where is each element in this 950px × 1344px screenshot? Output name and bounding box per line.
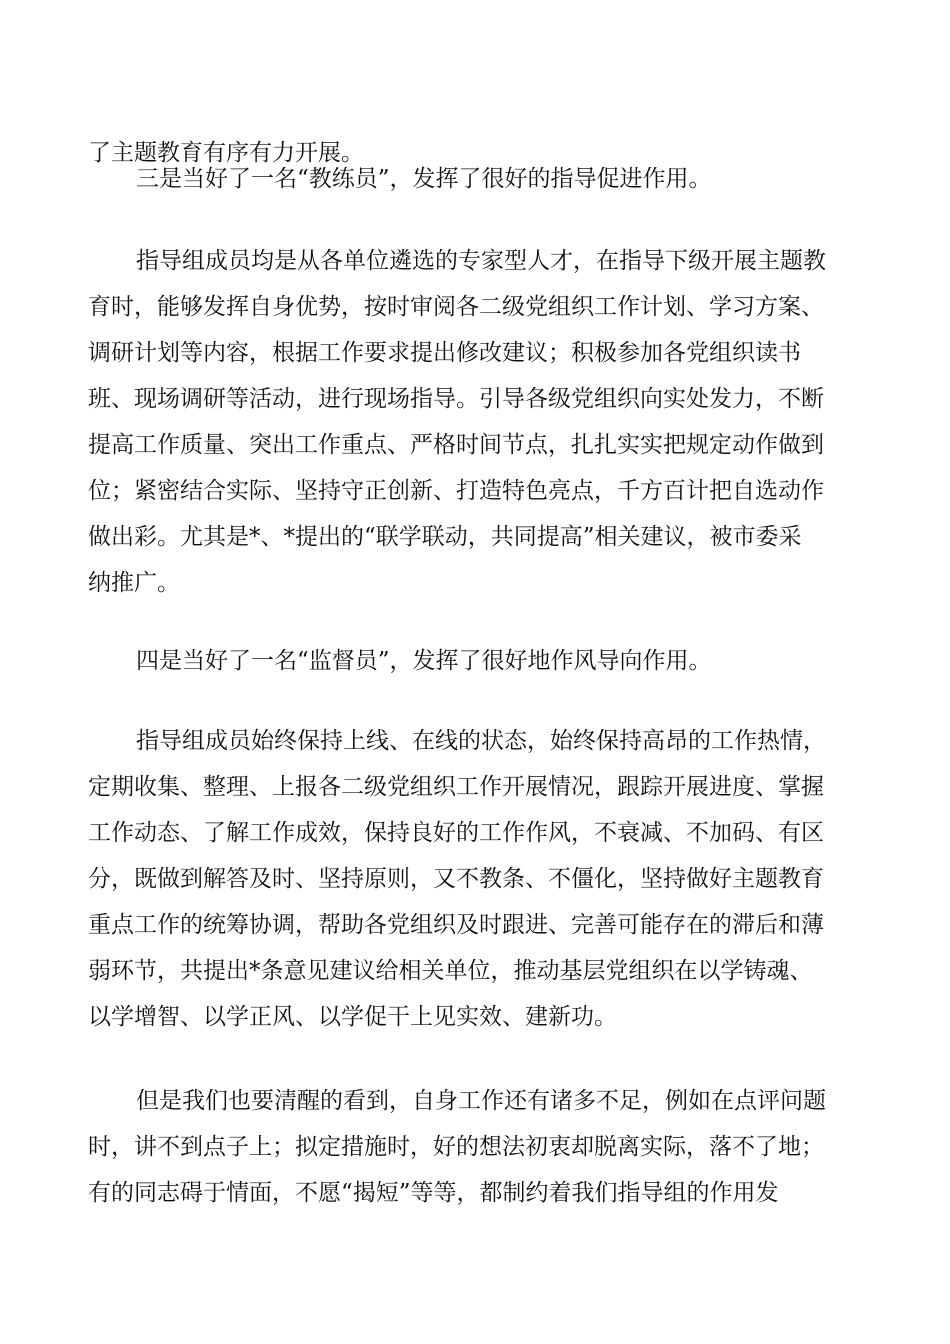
paragraph-supervisor-body [88,718,864,1040]
text-line: 了主题教育有序有力开展。 [88,140,364,166]
text-line: 四是当好了一名“监督员”，发挥了很好地作风导向作用。 [136,648,712,674]
text-line: 提高工作质量、突出工作重点、严格时间节点，扎扎实实把规定动作做到 [88,432,824,458]
section-heading-coach [88,156,864,202]
text-line: 以学增智、以学正风、以学促干上见实效、建新功。 [88,1004,617,1030]
section-heading-supervisor [88,638,864,684]
text-line: 工作动态、了解工作成效，保持良好的工作作风，不衰减、不加码、有区 [88,820,824,846]
text-line: 分，既做到解答及时、坚持原则，又不教条、不僵化，坚持做好主题教育 [88,866,824,892]
paragraph-shortcomings [88,1078,864,1216]
text-line: 有的同志碍于情面，不愿“揭短”等等，都制约着我们指导组的作用发 [88,1180,779,1206]
text-line: 重点工作的统筹协调，帮助各党组织及时跟进、完善可能存在的滞后和薄 [88,912,824,938]
text-line: 指导组成员始终保持上线、在线的状态，始终保持高昂的工作热情， [136,728,826,754]
text-line: 育时，能够发挥自身优势，按时审阅各二级党组织工作计划、学习方案、 [88,294,824,320]
paragraph-coach-body [88,238,864,606]
text-line: 但是我们也要清醒的看到，自身工作还有诸多不足，例如在点评问题 [136,1088,826,1114]
text-line: 班、现场调研等活动，进行现场指导。引导各级党组织向实处发力，不断 [88,386,824,412]
text-line: 调研计划等内容，根据工作要求提出修改建议；积极参加各党组织读书 [88,340,801,366]
text-line: 位；紧密结合实际、坚持守正创新、打造特色亮点，千方百计把自选动作 [88,478,824,504]
text-line: 时，讲不到点子上；拟定措施时，好的想法初衷却脱离实际，落不了地； [88,1134,824,1160]
text-line: 三是当好了一名“教练员”，发挥了很好的指导促进作用。 [136,166,712,192]
text-line: 纳推广。 [88,570,180,596]
text-line: 做出彩。尤其是*、*提出的“联学联动，共同提高”相关建议，被市委采 [88,524,802,550]
text-line: 弱环节，共提出*条意见建议给相关单位，推动基层党组织在以学铸魂、 [88,958,813,984]
text-line: 指导组成员均是从各单位遴选的专家型人才，在指导下级开展主题教 [136,248,826,274]
text-line: 定期收集、整理、上报各二级党组织工作开展情况，跟踪开展进度、掌握 [88,774,824,800]
